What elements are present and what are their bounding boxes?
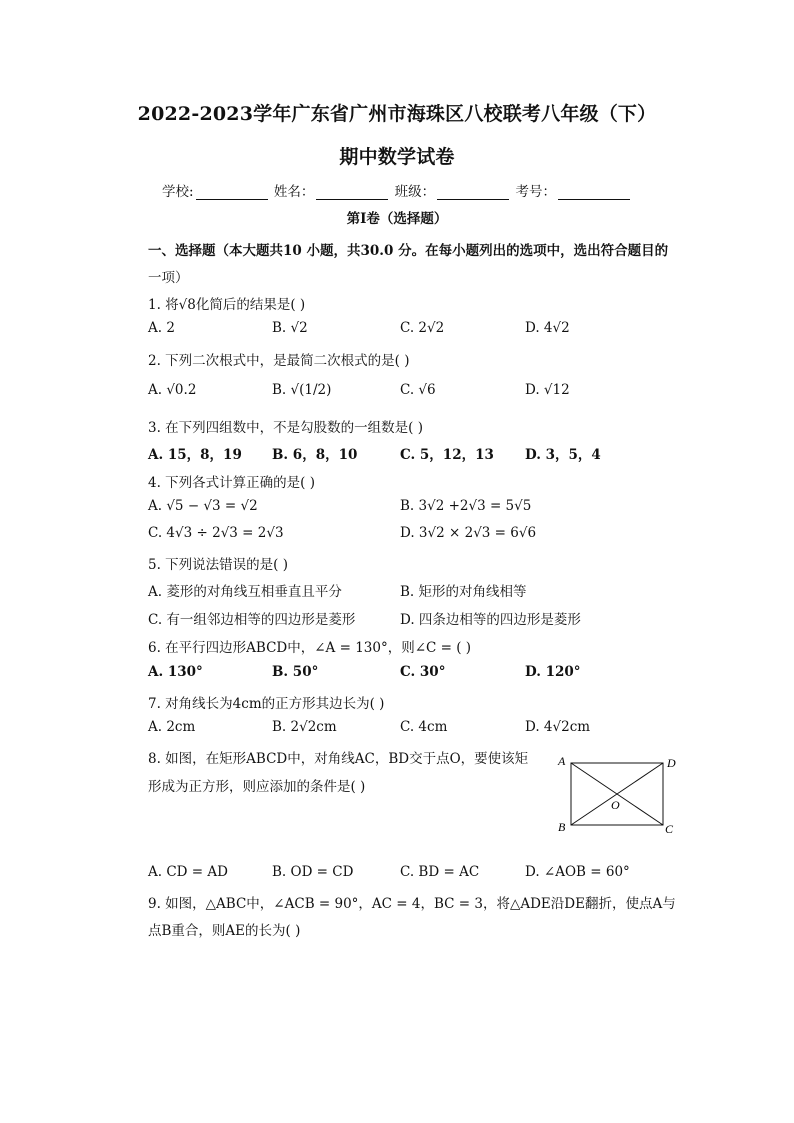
question-6-option-c: C. 30° (400, 664, 446, 680)
question-3-stem: 3. 在下列四组数中，不是勾股数的一组数是( ) (148, 420, 423, 436)
question-8-option-d: D. ∠AOB = 60° (525, 864, 630, 880)
question-7-stem: 7. 对角线长为4cm的正方形其边长为( ) (148, 696, 385, 712)
question-4-option-b: B. 3√2 +2√3 = 5√5 (400, 498, 532, 514)
question-9-stem-line2: 点B重合，则AE的长为( ) (148, 923, 301, 939)
question-2-option-c: C. √6 (400, 382, 436, 398)
name-blank (316, 185, 388, 200)
question-5-stem: 5. 下列说法错误的是( ) (148, 557, 288, 573)
class-blank (437, 185, 509, 200)
question-8-stem-line2: 形成为正方形，则应添加的条件是( ) (148, 779, 366, 795)
name-label: 姓名： (273, 184, 315, 200)
question-3-option-c: C. 5，12，13 (400, 447, 494, 463)
label-b: B (558, 820, 566, 834)
question-1-option-c: C. 2√2 (400, 320, 445, 336)
question-2-stem: 2. 下列二次根式中，是最简二次根式的是( ) (148, 353, 410, 369)
question-6-option-a: A. 130° (148, 664, 203, 680)
question-4-option-d: D. 3√2 × 2√3 = 6√6 (400, 525, 537, 541)
question-5-option-a: A. 菱形的对角线互相垂直且平分 (148, 584, 342, 600)
question-7-option-c: C. 4cm (400, 719, 448, 735)
exam-title-line2: 期中数学试卷 (339, 146, 455, 168)
question-4-stem: 4. 下列各式计算正确的是( ) (148, 475, 315, 491)
question-6-stem: 6. 在平行四边形ABCD中，∠A = 130°，则∠C = ( ) (148, 640, 472, 656)
label-o: O (611, 798, 620, 812)
question-5-option-b: B. 矩形的对角线相等 (400, 584, 527, 600)
question-8-option-c: C. BD = AC (400, 864, 480, 880)
question-1-stem: 1. 将√8化简后的结果是( ) (148, 297, 306, 313)
question-2-option-b: B. √(1/2) (272, 382, 332, 398)
question-5-option-c: C. 有一组邻边相等的四边形是菱形 (148, 612, 356, 628)
question-6-option-d: D. 120° (525, 664, 581, 680)
label-d: D (667, 756, 676, 770)
question-8-stem-line1: 8. 如图，在矩形ABCD中，对角线AC，BD交于点O，要使该矩 (148, 751, 529, 767)
volume-heading: 第I卷（选择题） (346, 211, 448, 227)
school-blank (196, 185, 268, 200)
exam-no-blank (558, 185, 630, 200)
exam-no-label: 考号： (515, 184, 556, 200)
label-c: C (665, 822, 674, 836)
question-6-option-b: B. 50° (272, 664, 319, 680)
question-5-option-d: D. 四条边相等的四边形是菱形 (400, 612, 581, 628)
section1-instructions-line2: 一项） (148, 270, 189, 286)
question-4-option-a: A. √5 − √3 = √2 (148, 498, 258, 514)
question-2-option-d: D. √12 (525, 382, 570, 398)
question-7-option-a: A. 2cm (148, 719, 196, 735)
question-4-option-c: C. 4√3 ÷ 2√3 = 2√3 (148, 525, 284, 541)
question-2-option-a: A. √0.2 (148, 382, 197, 398)
question-1-option-b: B. √2 (272, 320, 308, 336)
school-label: 学校: (162, 184, 194, 200)
question-3-option-b: B. 6，8，10 (272, 447, 358, 463)
question-1-option-a: A. 2 (148, 320, 175, 336)
class-label: 班级： (394, 184, 436, 200)
question-3-option-a: A. 15，8，19 (148, 447, 242, 463)
rectangle-abcd-figure (552, 752, 682, 838)
section1-instructions-line1: 一、选择题（本大题共10 小题，共30.0 分。在每小题列出的选项中，选出符合题目的 (148, 243, 669, 259)
question-8-option-a: A. CD = AD (148, 864, 228, 880)
question-8-option-b: B. OD = CD (272, 864, 354, 880)
label-a: A (558, 754, 566, 768)
question-7-option-d: D. 4√2cm (525, 719, 591, 735)
question-7-option-b: B. 2√2cm (272, 719, 337, 735)
question-9-stem-line1: 9. 如图，△ABC中，∠ACB = 90°，AC = 4，BC = 3，将△ADE沿DE翻折，使点A与 (148, 896, 676, 912)
question-3-option-d: D. 3，5，4 (525, 447, 601, 463)
question-1-option-d: D. 4√2 (525, 320, 570, 336)
exam-title-line1: 2022-2023学年广东省广州市海珠区八校联考八年级（下） (137, 103, 657, 125)
student-info-row (0, 180, 794, 200)
